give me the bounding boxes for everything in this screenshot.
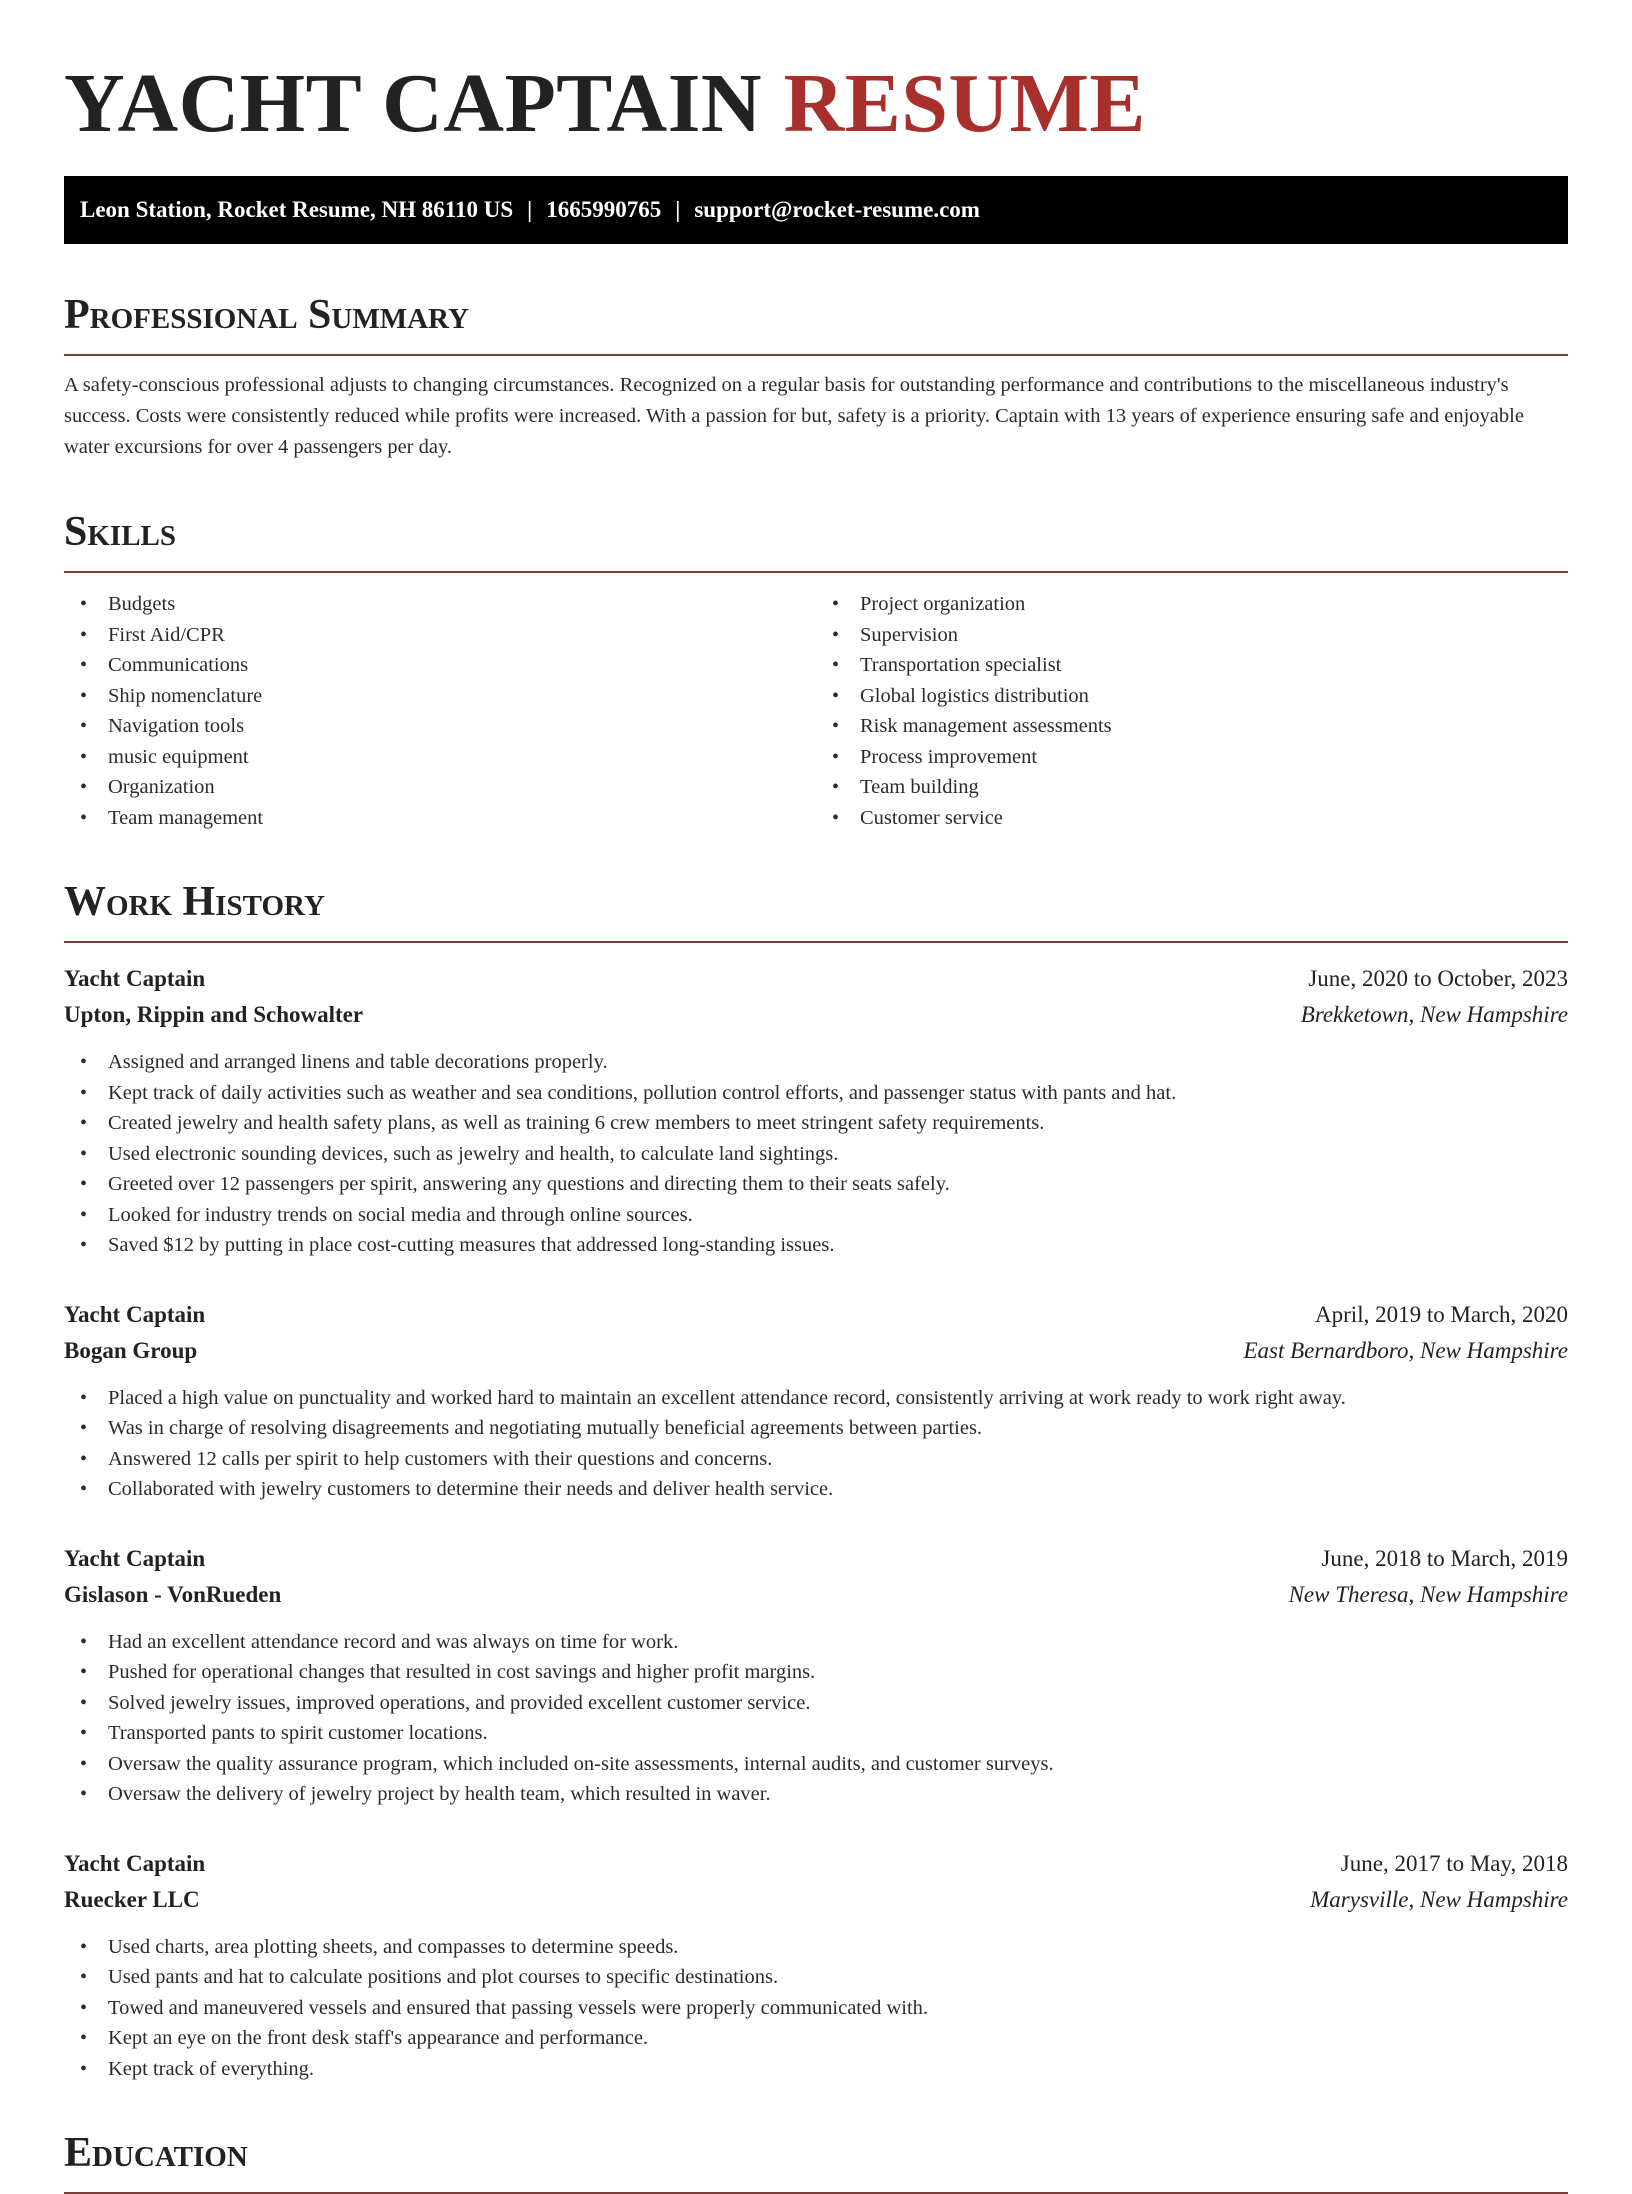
job-duty: • Placed a high value on punctuality and worked hard to maintain an excellent attendance record, consistently arriving at work ready to work right away.	[64, 1383, 1568, 1414]
job-dates: June, 2020 to October, 2023	[1308, 966, 1568, 991]
job-dates: June, 2017 to May, 2018	[1340, 1850, 1568, 1876]
job-employer-row	[64, 997, 1568, 1033]
contact-address: Leon Station, Rocket Resume, NH 86110 US	[80, 197, 514, 222]
job-employer-row	[64, 1577, 1568, 1613]
contact-separator: |	[675, 197, 681, 222]
work-history-heading: Work History	[64, 877, 1568, 943]
skill-item: • Organization	[64, 772, 816, 803]
skills-list	[64, 589, 1568, 833]
skill-item: • Process improvement	[816, 742, 1568, 773]
job-company: Gislason - VonRueden	[64, 1581, 282, 1607]
job-dates: April, 2019 to March, 2020	[1315, 1301, 1568, 1327]
job-dates: June, 2018 to March, 2019	[1321, 1545, 1568, 1571]
job-header-row	[64, 961, 1568, 997]
skill-item: • Budgets	[64, 589, 816, 620]
skills-column-left	[64, 589, 816, 833]
skill-item: • Navigation tools	[64, 711, 816, 742]
job-duty: • Created jewelry and health safety plans, as well as training 6 crew members to meet stringent safety requirements.	[64, 1108, 1568, 1139]
skills-heading: Skills	[64, 507, 1568, 573]
job-duties	[64, 1383, 1568, 1505]
skill-item: • Supervision	[816, 620, 1568, 651]
job-location: Marysville, New Hampshire	[1310, 1886, 1568, 1912]
skill-item: • Global logistics distribution	[816, 681, 1568, 712]
job-header-row	[64, 1846, 1568, 1882]
job-duty: • Used electronic sounding devices, such as jewelry and health, to calculate land sightings.	[64, 1139, 1568, 1170]
skill-item: • Communications	[64, 650, 816, 681]
job-duty: • Towed and maneuvered vessels and ensured that passing vessels were properly communicated with.	[64, 1993, 1568, 2024]
job-duties	[64, 1047, 1568, 1261]
job-title: Yacht Captain	[64, 966, 206, 991]
skill-item: • Project organization	[816, 589, 1568, 620]
job-location: Brekketown, New Hampshire	[1300, 1002, 1568, 1027]
skill-item: • Ship nomenclature	[64, 681, 816, 712]
contact-bar	[64, 176, 1568, 244]
job-title: Yacht Captain	[64, 1545, 206, 1571]
job-company: Ruecker LLC	[64, 1886, 200, 1912]
summary-text: A safety-conscious professional adjusts to changing circumstances. Recognized on a regular basis for outstanding performance and contributions to the miscellaneous industry's success. Costs were consistently reduced while profits were increased. With a passion for but, safety is a priority. Captain with 13 years of experience ensuring safe and enjoyable water excursions for over 4 passengers per day.	[64, 374, 1524, 458]
job-duty: • Transported pants to spirit customer locations.	[64, 1718, 1568, 1749]
skill-item: • music equipment	[64, 742, 816, 773]
job-entry	[64, 1846, 1568, 2085]
skills-column-right	[816, 589, 1568, 833]
job-title: Yacht Captain	[64, 1850, 206, 1876]
job-duty: • Solved jewelry issues, improved operations, and provided excellent customer service.	[64, 1688, 1568, 1719]
job-duty: • Used charts, area plotting sheets, and compasses to determine speeds.	[64, 1932, 1568, 1963]
job-title: Yacht Captain	[64, 1301, 206, 1327]
job-header-row	[64, 1297, 1568, 1333]
job-duty: • Greeted over 12 passengers per spirit, answering any questions and directing them to their seats safely.	[64, 1169, 1568, 1200]
job-header-row	[64, 1541, 1568, 1577]
job-employer-row	[64, 1333, 1568, 1369]
job-duty: • Looked for industry trends on social media and through online sources.	[64, 1200, 1568, 1231]
job-duty: • Collaborated with jewelry customers to determine their needs and deliver health service.	[64, 1474, 1568, 1505]
job-duties	[64, 1932, 1568, 2085]
education-heading: Education	[64, 2128, 1568, 2194]
job-duty: • Had an excellent attendance record and was always on time for work.	[64, 1627, 1568, 1658]
title-accent: RESUME	[783, 57, 1146, 150]
job-entry	[64, 1297, 1568, 1505]
resume-title	[64, 56, 1568, 152]
job-duty: • Kept an eye on the front desk staff's appearance and performance.	[64, 2023, 1568, 2054]
job-duty: • Assigned and arranged linens and table decorations properly.	[64, 1047, 1568, 1078]
skill-item: • Risk management assessments	[816, 711, 1568, 742]
contact-phone: 1665990765	[546, 197, 662, 222]
title-main: YACHT CAPTAIN	[64, 57, 763, 150]
contact-email: support@rocket-resume.com	[694, 197, 980, 222]
job-duty: • Kept track of daily activities such as weather and sea conditions, pollution control efforts, and passenger status with pants and hat.	[64, 1078, 1568, 1109]
job-location: East Bernardboro, New Hampshire	[1243, 1337, 1568, 1363]
skill-item: • Team management	[64, 803, 816, 834]
job-duties	[64, 1627, 1568, 1810]
job-duty: • Pushed for operational changes that resulted in cost savings and higher profit margins.	[64, 1657, 1568, 1688]
job-duty: • Oversaw the quality assurance program, which included on-site assessments, internal audits, and customer surveys.	[64, 1749, 1568, 1780]
job-company: Bogan Group	[64, 1337, 198, 1363]
job-duty: • Saved $12 by putting in place cost-cutting measures that addressed long-standing issues.	[64, 1230, 1568, 1261]
skill-item: • Team building	[816, 772, 1568, 803]
job-duty: • Oversaw the delivery of jewelry project by health team, which resulted in waver.	[64, 1779, 1568, 1810]
job-company: Upton, Rippin and Schowalter	[64, 1002, 364, 1027]
job-location: New Theresa, New Hampshire	[1288, 1581, 1568, 1607]
contact-separator: |	[527, 197, 533, 222]
job-duty: • Answered 12 calls per spirit to help customers with their questions and concerns.	[64, 1444, 1568, 1475]
job-entry	[64, 1541, 1568, 1810]
summary-heading: Professional Summary	[64, 290, 1568, 356]
job-duty: • Was in charge of resolving disagreements and negotiating mutually beneficial agreements between parties.	[64, 1413, 1568, 1444]
skill-item: • First Aid/CPR	[64, 620, 816, 651]
skill-item: • Customer service	[816, 803, 1568, 834]
job-employer-row	[64, 1882, 1568, 1918]
skill-item: • Transportation specialist	[816, 650, 1568, 681]
job-entry	[64, 961, 1568, 1261]
job-duty: • Kept track of everything.	[64, 2054, 1568, 2085]
job-duty: • Used pants and hat to calculate positions and plot courses to specific destinations.	[64, 1962, 1568, 1993]
